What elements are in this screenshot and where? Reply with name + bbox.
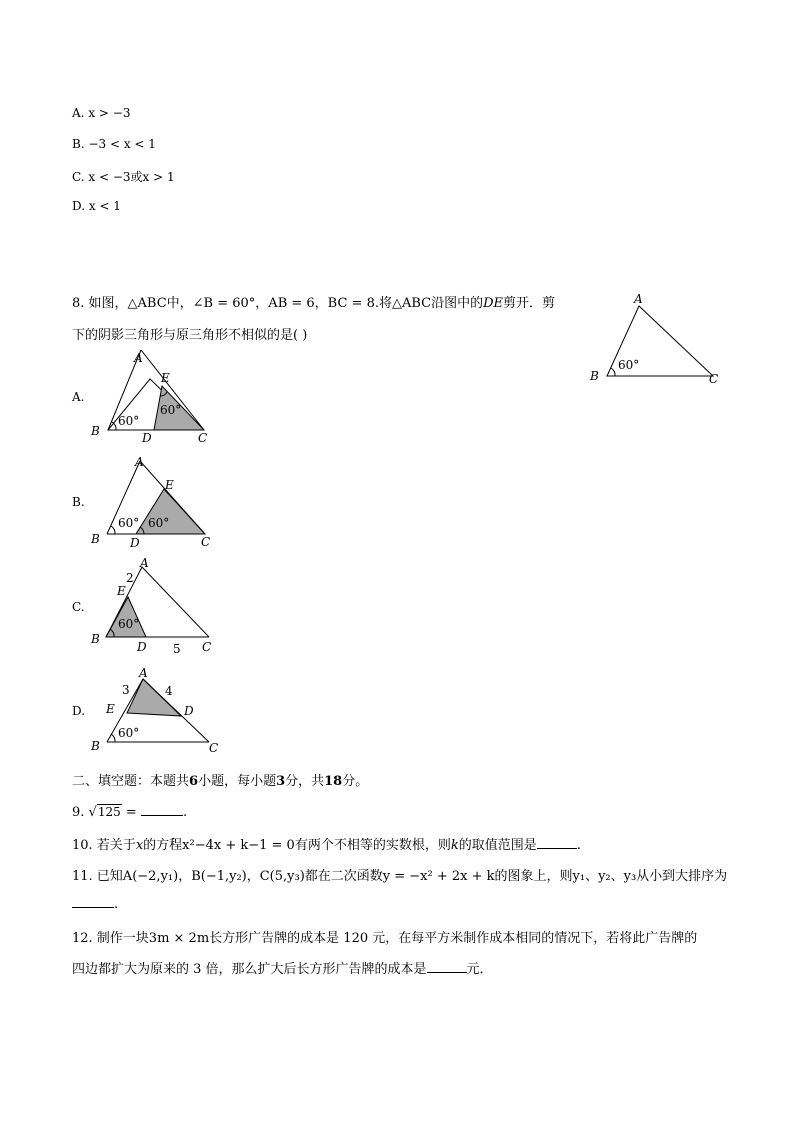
q8-main-figure (585, 290, 735, 390)
q10-answer-blank[interactable] (537, 836, 577, 849)
q8-stem-text2: 下的阴影三角形与原三角形不相似的是( ) (72, 328, 308, 343)
q8-option-a-letter: A. (72, 390, 85, 404)
q11-end: . (114, 897, 119, 912)
section-text: 小题，每小题 (198, 774, 277, 789)
q10-text3: 的取值范围是 (458, 838, 537, 853)
label-b: B (91, 532, 100, 546)
q9-answer-blank[interactable] (141, 803, 183, 816)
label-a: A (134, 351, 143, 365)
label-b: B (91, 739, 100, 753)
angle-b-label: 60° (118, 414, 140, 428)
q8-option-c-letter: C. (72, 600, 85, 614)
angle-b-label: 60° (118, 617, 140, 631)
q11-text: 11. 已知A(−2,y₁)，B(−1,y₂)，C(5,y₃)都在二次函数y = −x² + 2x + k的图象上，则y₁、y₂、y₃从小到大排序为 (72, 869, 728, 884)
length-ad: 4 (165, 684, 173, 698)
q8-option-b-figure (88, 455, 218, 550)
q8-stem-end: 剪开．剪 (503, 296, 556, 311)
sqrt-icon: √ (88, 805, 97, 820)
label-c: C (709, 372, 719, 386)
section-text2: 分，共 (285, 774, 325, 789)
angle-label: 60° (618, 358, 640, 372)
q10-k: k (450, 838, 459, 853)
label-a: A (135, 455, 144, 469)
label-d: D (184, 704, 194, 718)
q10-text: 10. 若关于 (72, 838, 136, 853)
angle-e-label: 60° (160, 403, 182, 417)
q8-option-d-letter: D. (72, 704, 86, 718)
q9-number: 9. (72, 805, 85, 820)
label-b: B (590, 369, 599, 383)
q11-answer-blank[interactable] (72, 895, 114, 908)
section-title: 二、填空题：本题共 (72, 774, 190, 789)
option-text: x < −3或x > 1 (88, 170, 175, 184)
section-count: 6 (189, 774, 199, 789)
q8-option-b-letter: B. (72, 495, 85, 509)
length-ae: 3 (122, 683, 130, 697)
q12-line2 (72, 958, 493, 977)
q8-option-a-figure (88, 350, 218, 445)
label-a: A (634, 292, 643, 306)
q10-x: x (135, 838, 144, 853)
q12-text2: 四边都扩大为原来的 3 倍，那么扩大后长方形广告牌的成本是 (72, 962, 427, 977)
q10-end: . (576, 838, 581, 853)
q7-option-b (72, 137, 156, 151)
option-letter: A. (72, 106, 85, 120)
label-b: B (91, 632, 100, 646)
q9-period: . (182, 805, 188, 820)
q12-line1 (72, 927, 697, 946)
label-d: D (137, 640, 147, 654)
label-e: E (117, 584, 126, 598)
label-c: C (198, 431, 208, 445)
label-d: D (142, 431, 152, 445)
angle-b-label: 60° (118, 516, 140, 530)
q11 (72, 865, 727, 884)
label-a: A (139, 666, 148, 680)
length-dc: 5 (173, 642, 181, 656)
q11-answer-line (72, 895, 118, 912)
q9-radicand: 125 (97, 805, 121, 819)
q8-option-d-figure (88, 663, 218, 758)
label-c: C (201, 535, 211, 549)
label-a: A (140, 556, 149, 570)
q7-option-a (72, 106, 130, 120)
section-score: 3 (276, 774, 286, 789)
q8-stem-text: 8. 如图，△ABC中，∠B = 60°，AB = 6，BC = 8.将△ABC沿图中的 (72, 296, 484, 311)
q8-stem-line1 (72, 292, 555, 311)
q9-equals: = (125, 805, 137, 820)
label-e: E (165, 478, 174, 492)
section-end: 分。 (342, 774, 369, 789)
q9 (72, 803, 187, 820)
label-c: C (209, 741, 219, 755)
label-d: D (130, 536, 140, 550)
length-ae: 2 (126, 571, 134, 585)
q10-text2: 的方程x²−4x + k−1 = 0有两个不相等的实数根，则 (143, 838, 451, 853)
label-e: E (161, 371, 170, 385)
q8-de-label: DE (483, 296, 504, 311)
option-letter: C. (72, 170, 85, 184)
q7-option-c (72, 168, 175, 185)
q12-text: 12. 制作一块3m × 2m长方形广告牌的成本是 120 元，在每平方米制作成本相同的情况下，若将此广告牌的 (72, 931, 698, 946)
section-total: 18 (324, 774, 343, 789)
q8-option-c-figure (88, 555, 218, 655)
q10 (72, 834, 581, 853)
section-heading (72, 770, 368, 789)
q8-stem-line2 (72, 324, 307, 343)
q12-answer-blank[interactable] (427, 960, 467, 973)
option-text: x < 1 (88, 199, 121, 213)
option-letter: D. (72, 199, 86, 213)
q7-option-d (72, 199, 121, 213)
q12-end: 元． (466, 962, 493, 977)
option-text: −3 < x < 1 (88, 137, 156, 151)
label-c: C (202, 640, 212, 654)
angle-d-label: 60° (148, 516, 170, 530)
option-text: x > −3 (88, 106, 131, 120)
option-letter: B. (72, 137, 85, 151)
angle-b-label: 60° (118, 726, 140, 740)
label-b: B (91, 424, 100, 438)
label-e: E (106, 702, 115, 716)
